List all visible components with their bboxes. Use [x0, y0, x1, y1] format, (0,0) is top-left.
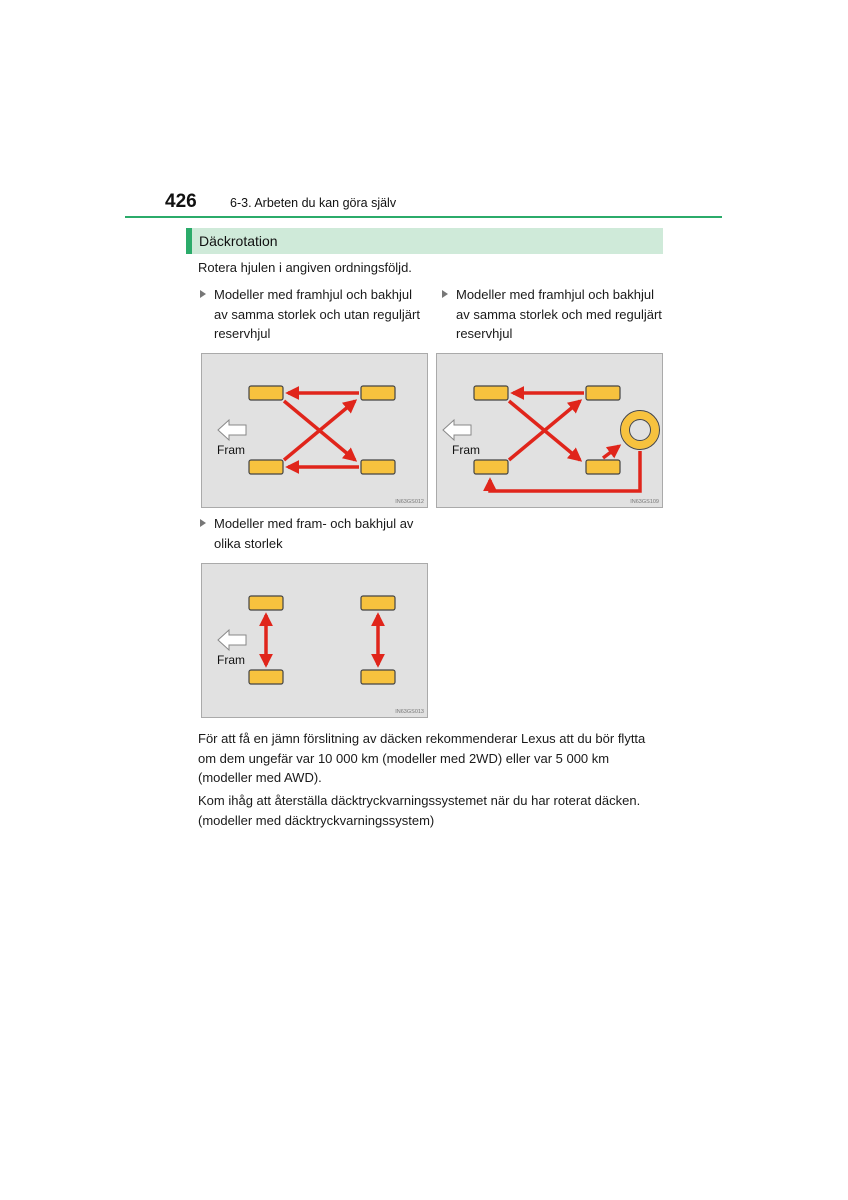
intro-text: Rotera hjulen i angiven ordningsföljd.: [198, 260, 412, 275]
bullet-line: olika storlek: [214, 535, 283, 551]
tire-icon: [586, 460, 620, 474]
paragraph-line: Kom ihåg att återställa däcktryckvarningssystemet när du har roterat däcken.: [198, 793, 641, 808]
front-arrow-icon: [443, 420, 471, 440]
tire-icon: [249, 596, 283, 610]
bullet-line: av samma storlek och med reguljärt: [456, 306, 662, 322]
section-header: [186, 228, 663, 254]
bullet-different-size: [200, 514, 435, 554]
header-rule: [125, 216, 722, 218]
chapter-title: 6-3. Arbeten du kan göra själv: [230, 196, 397, 210]
section-accent-bar: [186, 228, 192, 254]
bullet-line: Modeller med framhjul och bakhjul: [456, 287, 654, 302]
tire-icon: [361, 596, 395, 610]
tire-icon: [249, 460, 283, 474]
paragraph-line: om dem ungefär var 10 000 km (modeller med 2WD) eller var 5 000 km: [198, 750, 610, 766]
figure-code: IN63GS013: [395, 709, 424, 715]
bullet-line: av samma storlek och utan reguljärt: [214, 306, 420, 322]
rotation-diagram-front-rear: [201, 563, 428, 718]
tire-icon: [249, 386, 283, 400]
front-label: Fram: [452, 443, 480, 457]
tire-icon: [361, 386, 395, 400]
bullet-same-size-with-spare: [442, 285, 672, 345]
bullet-line: Modeller med fram- och bakhjul av: [214, 516, 414, 531]
tpms-reset-paragraph: [198, 791, 658, 830]
bullet-triangle-icon: [442, 290, 448, 298]
front-label: Fram: [217, 653, 245, 667]
tire-icon: [474, 386, 508, 400]
rotation-arrow: [603, 446, 619, 458]
front-arrow-icon: [218, 630, 246, 650]
tire-icon: [249, 670, 283, 684]
bullet-line: Modeller med framhjul och bakhjul: [214, 287, 412, 302]
front-label: Fram: [217, 443, 245, 457]
tire-icon: [474, 460, 508, 474]
bullet-triangle-icon: [200, 519, 206, 527]
bullet-same-size-no-spare: [200, 285, 435, 345]
bullet-line: reservhjul: [456, 326, 513, 341]
paragraph-line: (modeller med AWD).: [198, 770, 322, 785]
tire-icon: [361, 670, 395, 684]
page-number: 426: [165, 191, 197, 212]
rotation-diagram-cross: [201, 353, 428, 508]
front-arrow-icon: [218, 420, 246, 440]
figure-code: IN63GS109: [630, 499, 659, 505]
rotation-interval-paragraph: [198, 729, 658, 788]
bullet-triangle-icon: [200, 290, 206, 298]
tire-icon: [361, 460, 395, 474]
tire-icon: [586, 386, 620, 400]
bullet-line: reservhjul: [214, 326, 271, 341]
rotation-diagram-with-spare: [436, 353, 663, 508]
paragraph-line: (modeller med däcktryckvarningssystem): [198, 812, 435, 828]
section-title: Däckrotation: [199, 233, 278, 249]
paragraph-line: För att få en jämn förslitning av däcken rekommenderar Lexus att du bör flytta: [198, 731, 646, 746]
figure-code: IN63GS012: [395, 499, 424, 505]
